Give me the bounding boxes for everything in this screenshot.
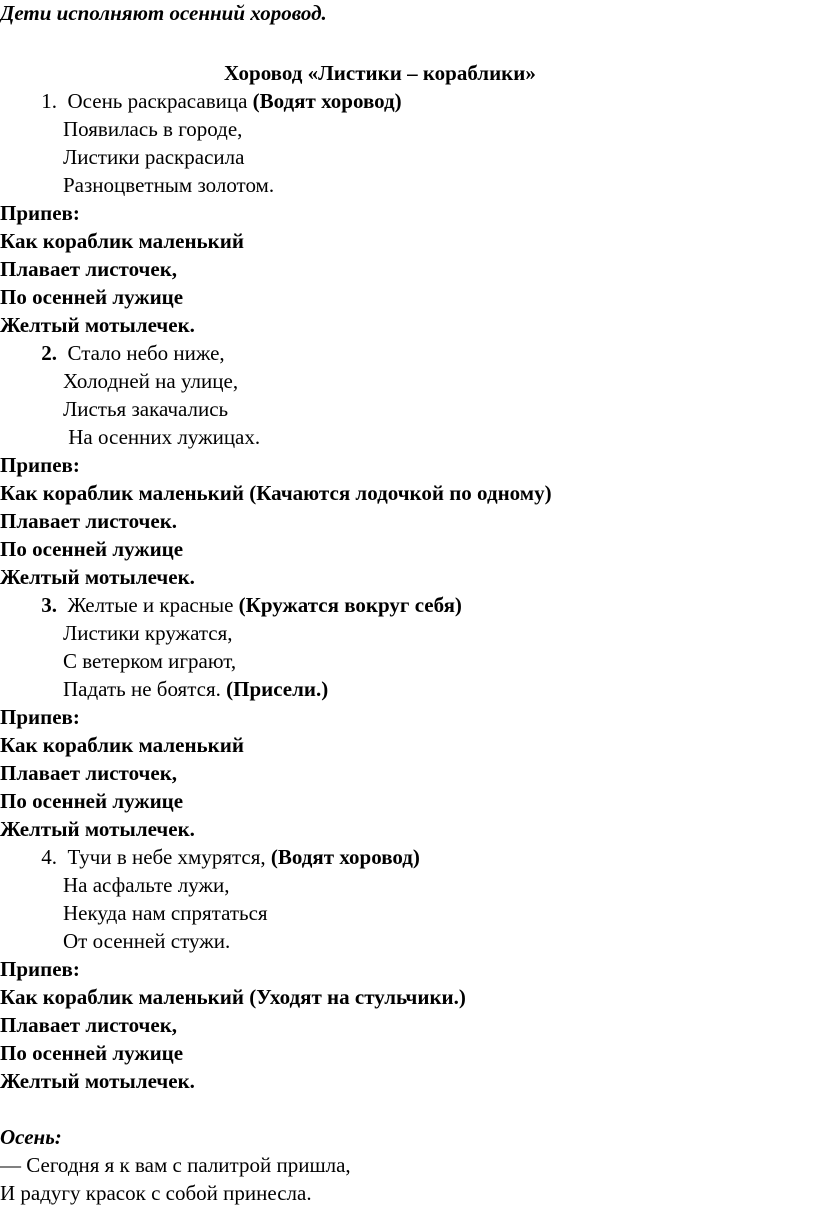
verse-4-line-4: От осенней стужи. xyxy=(63,929,231,953)
stage-direction: (Водят хоровод) xyxy=(270,845,420,869)
verse-number: 3. xyxy=(41,593,57,617)
chorus-3-line-4: Желтый мотылечек. xyxy=(0,817,195,841)
verse-2-line-4: На осенних лужицах. xyxy=(63,425,261,449)
chorus-1-line-3: По осенней лужице xyxy=(0,285,184,309)
stage-direction: (Присели.) xyxy=(226,677,329,701)
chorus-2-label: Припев: xyxy=(0,453,80,477)
stage-direction: (Водят хоровод) xyxy=(252,89,402,113)
speaker-line-2: И радугу красок с собой принесла. xyxy=(0,1181,312,1205)
verse-4-line-1 xyxy=(33,843,420,871)
verse-2-line-2: Холодней на улице, xyxy=(63,369,239,393)
verse-text: Падать не боятся. xyxy=(63,677,221,701)
verse-1-line-2: Появилась в городе, xyxy=(63,117,243,141)
chorus-4-line-1: Как кораблик маленький (Уходят на стульчики.) xyxy=(0,985,466,1009)
verse-text: Стало небо ниже, xyxy=(67,341,225,365)
chorus-4-line-2: Плавает листочек, xyxy=(0,1013,178,1037)
verse-2-line-1 xyxy=(33,339,225,367)
chorus-1-line-2: Плавает листочек, xyxy=(0,257,178,281)
verse-3-line-2: Листики кружатся, xyxy=(63,621,233,645)
chorus-3-line-1: Как кораблик маленький xyxy=(0,733,244,757)
chorus-2-line-2: Плавает листочек. xyxy=(0,509,178,533)
chorus-1-line-4: Желтый мотылечек. xyxy=(0,313,195,337)
stage-direction: (Кружатся вокруг себя) xyxy=(238,593,462,617)
verse-3-line-1 xyxy=(33,591,462,619)
intro-line: Дети исполняют осенний хоровод. xyxy=(0,1,327,25)
verse-4-line-3: Некуда нам спрятаться xyxy=(63,901,268,925)
verse-number: 2. xyxy=(41,341,57,365)
chorus-3-line-3: По осенней лужице xyxy=(0,789,184,813)
chorus-3-label: Припев: xyxy=(0,705,80,729)
verse-number: 1. xyxy=(41,89,57,113)
speaker-label: Осень: xyxy=(0,1125,62,1149)
verse-1-line-4: Разноцветным золотом. xyxy=(63,173,275,197)
chorus-4-line-4: Желтый мотылечек. xyxy=(0,1069,195,1093)
chorus-1-label: Припев: xyxy=(0,201,80,225)
verse-1-line-1 xyxy=(33,87,402,115)
chorus-2-line-4: Желтый мотылечек. xyxy=(0,565,195,589)
chorus-1-line-1: Как кораблик маленький xyxy=(0,229,244,253)
chorus-3-line-2: Плавает листочек, xyxy=(0,761,178,785)
verse-text: Желтые и красные xyxy=(67,593,234,617)
verse-text: Осень раскрасавица xyxy=(67,89,248,113)
verse-4-line-2: На асфальте лужи, xyxy=(63,873,230,897)
verse-2-line-3: Листья закачались xyxy=(63,397,229,421)
verse-number: 4. xyxy=(41,845,57,869)
chorus-4-label: Припев: xyxy=(0,957,80,981)
verse-3-line-4 xyxy=(63,675,328,703)
speaker-line-1: — Сегодня я к вам с палитрой пришла, xyxy=(0,1153,351,1177)
verse-3-line-3: С ветерком играют, xyxy=(63,649,237,673)
verse-text: Тучи в небе хмурятся, xyxy=(67,845,266,869)
chorus-2-line-1: Как кораблик маленький (Качаются лодочкой по одному) xyxy=(0,481,552,505)
chorus-4-line-3: По осенней лужице xyxy=(0,1041,184,1065)
verse-1-line-3: Листики раскрасила xyxy=(63,145,245,169)
page-title: Хоровод «Листики – кораблики» xyxy=(224,61,536,85)
chorus-2-line-3: По осенней лужице xyxy=(0,537,184,561)
